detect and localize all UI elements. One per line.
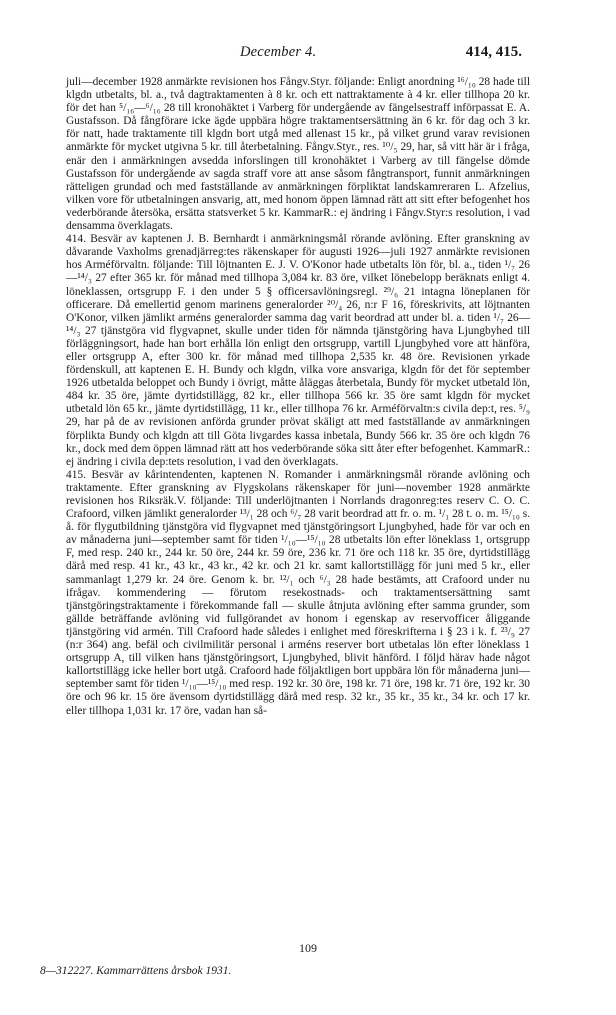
page-folio: 109 [299, 941, 317, 955]
body-text [66, 76, 530, 718]
running-head-date: December 4. [240, 44, 317, 60]
printer-imprint: 8—312227. Kammarrättens årsbok 1931. [40, 965, 232, 977]
paragraph-continuation: juli—december 1928 anmärkte revisionen hos Fångv.Styr. följande: Enligt anordning ¹⁶/₁₀ 28 hade till klgdn utbetalts, bl. a., två dagtraktamenten à 8 kr. och ett nattraktamente à 4 kr. eller tillhopa 20 kr. för det han ⁵/₁₆—⁶/₁₆ 28 till kronohäktet i Varberg för undergående av fängelsestraff införpassat E. A. Gustafsson. Då fångförare icke ägde uppbära högre traktamentsersättning än 6 kr. för dag och 3 kr. för natt, hade traktamente till klgdn bort utgå med allenast 15 kr., på vilket grund varav revisionen anmärkte för mycket utgivna 5 kr. till återbetalning. Fångv.Styr., res. ¹⁰/₅ 29, har, så vitt här är i fråga, enär den i anmärkningen avsedda inforslingen till kronohäktet i Varberg av till fängelse dömde Gustafsson för undergående av sagda straff vore att anse såsom fångtransport, funnit anmärkningen rätteligen grundad och med fastställande av anmärkningen förpliktat landskamreraren L. Afzelius, vilken vore för utbetalningen ansvarig, att, med honom öppen lämnad rätt att sitt efter befogenhet hos vederbörande återsöka, ersätta statsverket 5 kr. KammarR.: ej ändring i Fångv.Styr:s resolution, i vad densamma överklagats. [66, 76, 530, 233]
running-head-page-numbers: 414, 415. [465, 44, 522, 60]
running-head [0, 44, 616, 66]
paragraph-case-414: 414. Besvär av kaptenen J. B. Bernhardt i anmärkningsmål rörande avlöning. Efter granskning av dåvarande Vaxholms grenadjärreg:tes räkenskaper för augusti 1926—juli 1927 anmärkte revisionen hos Arméförvaltn. följande: Till löjtnanten E. J. V. O'Konor hade utbetalts lön för, bl. a., tiden ¹/₇ 26—¹⁴/₃ 27 efter 365 kr. för månad med tillhopa 3,084 kr. 83 öre, vilket lönebelopp beräknats enligt 4. löneklassen, ortsgrupp F. i den under 5 § officersavlöningsregl. ²⁹/₆ 21 intagna löneplanen för officerare. Då emellertid genom marinens generalorder ²⁰/₄ 26, n:r F 16, föreskrivits, att löjtnanten O'Konor, vilken jämlikt arméns generalorder samma dag varit beordrad att under bl. a. tiden ¹/₇ 26—¹⁴/₃ 27 tjänstgöra vid flygvapnet, skulle under tiden för nämnda tjänstgöring hava Ljungbyhed till förläggningsort, hade han bort erhålla lön enligt den ortsgrupp, vartill Ljungbyhed vore att hänföra, eller ortsgrupp A, efter 300 kr. för månad med tillhopa 2,535 kr. 48 öre. Revisionen yrkade fördenskull, att kaptenen E. H. Bundy och klgdn, vilka vore ansvariga, klgdn för det för september 1926 utbetalda beloppet och Bundy i övrigt, måtte åläggas återbetala, Bundy för mycket utbetald lön, 484 kr. 35 öre, jämte dyrtidstillägg, 82 kr., eller tillhopa 566 kr. 35 öre samt klgdn för mycket utbetald lön 65 kr., jämte dyrtidstillägg, 11 kr., eller tillhopa 76 kr. Arméförvaltn:s civila dep:t, res. ⁵/₉ 29, har på de av revisionen anförda grunder prövat skäligt att med fastställande av anmärkningen förplikta Bundy och klgdn att till Göta livgardes kassa inbetala, Bundy 566 kr. 35 öre och klgdn 76 kr., dock med dem öppen lämnad rätt att hos vederbörande söka sitt åter efter befogenhet. KammarR.: ej ändring i civila dep:tets resolution, i vad den överklagats. [66, 233, 531, 468]
paragraph-case-415: 415. Besvär av kårintendenten, kaptenen N. Romander i anmärkningsmål rörande avlöning och traktamente. Efter granskning av Flygskolans räkenskaper för juni—november 1928 anmärkte revisionen hos Riksräk.V. följande: Till underlöjtnanten i Norrlands dragonreg:tes reserv C. O. C. Crafoord, vilken jämlikt generalorder ¹³/₁ 28 och ⁶/₇ 28 varit beordrad att fr. o. m. ¹/₁ 28 t. o. m. ¹⁵/₁₀ s. å. för flygutbildning tjänstgöra vid flygvapnet med tjänstgöringsort Ljungbyhed, hade för var och en av månaderna juni—september samt för tiden ¹/₁₀—¹⁵/₁₀ 28 utbetalts lön efter löneklass 1, ortsgrupp F, med resp. 240 kr., 244 kr. 50 öre, 244 kr. 59 öre, 236 kr. 71 öre och 118 kr. 35 öre, dyrtidstillägg därå med resp. 41 kr., 43 kr., 43 kr., 42 kr. och 21 kr. samt kallortstillägg för juni med 5 kr., eller sammanlagt 1,279 kr. 24 öre. Genom k. br. ¹²/₁ och ⁶/₃ 28 hade bestämts, att Crafoord under nu ifrågav. kommendering — förutom resekostnads- och traktamentsersättning samt tjänstgöringstraktamente i förekommande fall — skulle åtnjuta avlöning efter samma grunder, som gällde beträffande avlöning vid fullgörandet av honom i egenskap av reservofficer åliggande tjänstgöring vid armén. Till Crafoord hade således i enlighet med föreskrifterna i § 23 i k. f. ²³/₉ 27 (n:r 364) ang. befäl och civilmilitär personal i arméns reserver bort utbetalas lön efter löneklass 1 ortsgrupp A, till vilken hans tjänstgöringsort, Ljungbyhed, blivit hänförd. I följd härav hade något kallortstillägg icke heller bort utgå. Crafoord hade följaktligen bort uppbära lön för månaderna juni—september samt för tiden ¹/₁₀—¹⁵/₁₀ med resp. 192 kr. 30 öre, 198 kr. 71 öre, 198 kr. 71 öre, 192 kr. 30 öre och 96 kr. 15 öre ävensom dyrtidstillägg därå med resp. 32 kr., 35 kr., 35 kr., 34 kr. och 17 kr. eller tillhopa 1,031 kr. 17 öre, vadan han så- [66, 468, 530, 717]
